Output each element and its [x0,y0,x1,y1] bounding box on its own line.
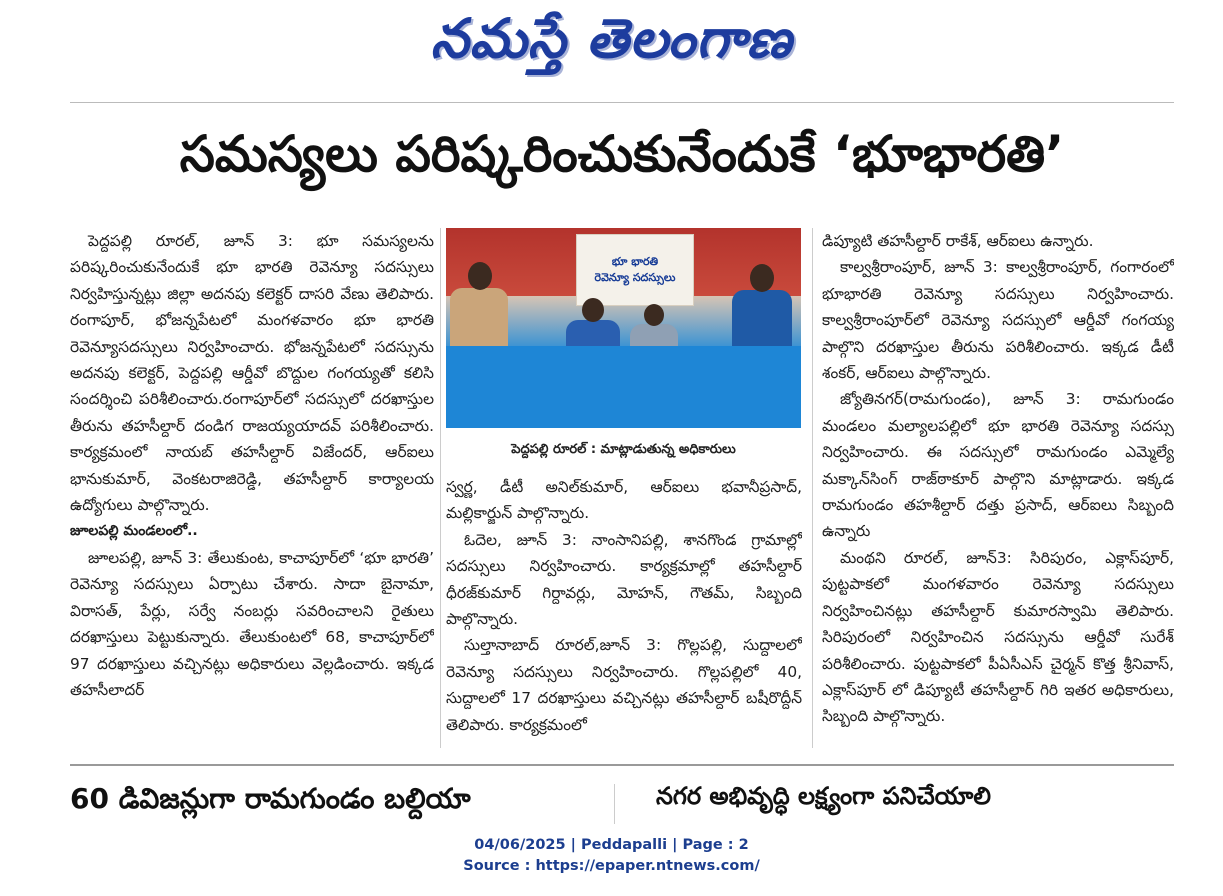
article-column-middle [446,474,802,748]
person-head [468,262,492,290]
paragraph: మంథని రూరల్, జూన్3: సిరిపురం, ఎక్లాస్‌పూర్, పుట్టపాకలో మంగళవారం రెవెన్యూ సదస్సులు నిర్వహించినట్లు తహసీల్దార్ కుమారస్వామి తెలిపారు. సిరిపురంలో నిర్వహించిన సదస్సును ఆర్డీవో సురేశ్ పరిశీలించారు. పుట్టపాకలో పీఏసీఎస్ చైర్మన్ కొత్త శ్రీనివాస్, ఎక్లాస్‌పూర్ లో డిప్యూటీ తహసీల్దార్ గిరి ఇతర అధికారులు, సిబ్బంది పాల్గొన్నారు. [822,548,1174,726]
person-head [750,264,774,292]
banner-text: రెవెన్యూ సదస్సులు [594,271,676,284]
bottom-headline-right: నగర అభివృద్ధి లక్ష్యంగా పనిచేయాలి [656,782,991,810]
paragraph: కాల్వశ్రీరాంపూర్, జూన్ 3: కాల్వశ్రీరాంపూర్, గంగారంలో భూభారతి రెవెన్యూ సదస్సులు నిర్వహించారు. కాల్వశ్రీరాంపూర్‌లో రెవెన్యూ సదస్సులో ఆర్డీవో గంగయ్య పాల్గొని దరఖాస్తుల తీరును పరిశీలించారు. ఇక్కడ డీటీ శంకర్, ఆర్ఐలు పాల్గొన్నారు. [822,258,1174,383]
page-footer [0,834,1223,878]
column-divider [440,228,441,748]
footer-date-line: 04/06/2025 | Peddapalli | Page : 2 [474,837,749,853]
article-column-left [70,228,434,748]
paragraph: డిప్యూటి తహసీల్దార్ రాకేశ్, ఆర్ఐలు ఉన్నారు. [822,232,1094,250]
article-headline: సమస్యలు పరిష్కరించుకునేందుకే ‘భూభారతి’ [179,124,1065,183]
paragraph: జూలపల్లి, జూన్ 3: తేలుకుంట, కాచాపూర్‌లో ‘భూ భారతి’ రెవెన్యూ సదస్సులు ఏర్పాటు చేశారు. సాదా బైనామా, విరాసత్, పేర్లు, సర్వే నంబర్లు సవరించాలని రైతులు దరఖాస్తులు పెట్టుకున్నారు. తేలుకుంటలో 68, కాచాపూర్‌లో 97 దరఖాస్తులు వచ్చినట్లు అధికారులు వెల్లడించారు. ఇక్కడ తహసీలాదర్ [70,548,434,699]
subheading: జూలపల్లి మండలంలో.. [70,523,198,540]
paragraph: ఓదెల, జూన్ 3: నాంసానిపల్లి, శానగొండ గ్రామాల్లో సదస్సులు నిర్వహించారు. కార్యక్రమాల్లో తహసీల్దార్ ధీరజ్‌కుమార్ గిర్దావర్లు, మోహన్, గౌతమ్, సిబ్బంది పాల్గొన్నారు. [446,530,802,629]
paragraph: సుల్తానాబాద్ రూరల్,జూన్ 3: గొల్లపల్లి, సుద్దాలలో రెవెన్యూ సదస్సులు నిర్వహించారు. గొల్లపల్లిలో 40, సుద్దాలలో 17 దరఖాస్తులు వచ్చినట్లు తహసీల్దార్ బషీరొద్దీన్ తెలిపారు. కార్యక్రమంలో [446,636,802,734]
table-cloth [446,346,801,428]
column-divider [812,228,813,748]
photo-banner [576,234,694,306]
section-divider [70,764,1174,766]
column-divider [614,784,615,824]
masthead [0,6,1223,84]
newspaper-logo: నమస్తే తెలంగాణ [430,6,793,70]
paragraph: జ్యోతినగర్(రామగుండం), జూన్ 3: రామగుండం మండలం మల్యాలపల్లిలో భూ భారతి రెవెన్యూ సదస్సు నిర్వహించారు. ఈ సదస్సులో రామగుండం ఎమ్మెల్యే మక్కాన్‌సింగ్ రాజ్‌ఠాకూర్ పాల్గొని మాట్లాడారు. ఇక్కడ రామగుండం తహశీల్దార్ దత్తు ప్రసాద్, ఆర్ఐలు సిబ్బంది ఉన్నారు [822,390,1174,541]
footer-source-line: Source : https://epaper.ntnews.com/ [463,858,760,874]
photo-caption: పెద్దపల్లి రూరల్ : మాట్లాడుతున్న అధికారులు [511,442,736,457]
article-column-right [822,228,1174,748]
masthead-divider [70,102,1174,103]
paragraph: పెద్దపల్లి రూరల్, జూన్ 3: భూ సమస్యలను పరిష్కరించుకునేందుకే భూ భారతి రెవెన్యూ సదస్సులు నిర్వహిస్తున్నట్లు జిల్లా అదనపు కలెక్టర్ దాసరి వేణు తెలిపారు. రంగాపూర్, భోజన్నపేటలో మంగళవారం భూ భారతి రెవెన్యూసదస్సులు నిర్వహించారు. భోజన్నపేటలో సదస్సును అదనపు కలెక్టర్, పెద్దపల్లి ఆర్డీవో బొద్దుల గంగయ్యతో కలిసి సందర్శించి పరిశీలించారు.రంగాపూర్‌లో సదస్సులో దరఖాస్తుల తీరును తహసీల్దార్ దండిగ రాజయ్యయాదవ్ పరిశీలించారు. కార్యక్రమంలో నాయబ్ తహసీల్దార్ విజేందర్, ఆర్ఐలు భానుకుమార్, వెంకటరాజిరెడ్డి, తహసీల్దార్ కార్యాలయ ఉద్యోగులు పాల్గొన్నారు. [70,232,434,515]
person-head [644,304,664,326]
bottom-headline-left: 60 డివిజన్లుగా రామగుండం బల్దియా [70,782,471,815]
article-photo [446,228,801,428]
person-head [582,298,604,322]
paragraph: స్వర్ణ, డీటీ అనిల్‌కుమార్, ఆర్ఐలు భవానీప్రసాద్, మల్లికార్జున్ పాల్గొన్నారు. [446,478,802,523]
banner-text: భూ భారతి [611,255,659,268]
